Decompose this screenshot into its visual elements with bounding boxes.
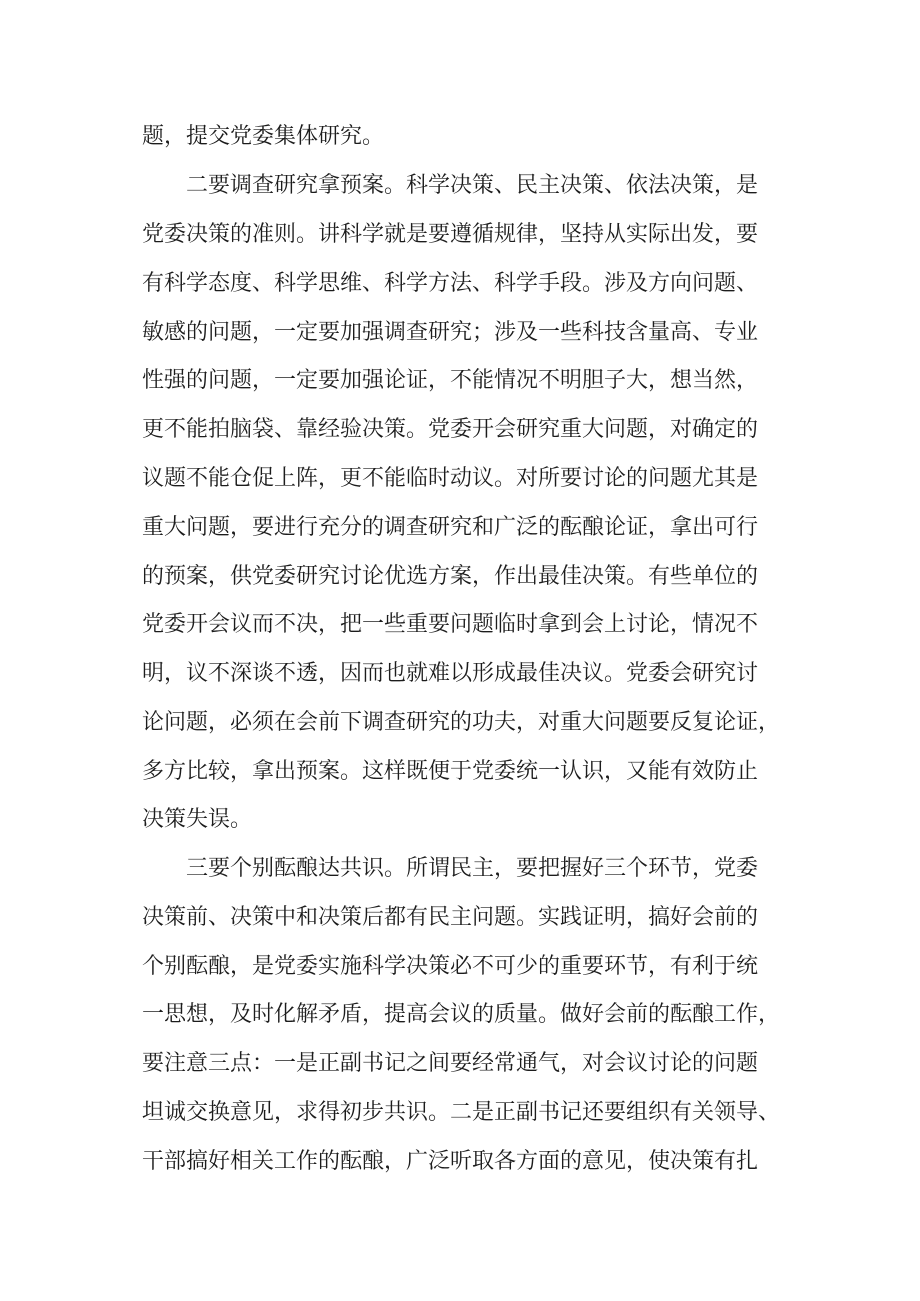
- text-line: 敏感的问题，一定要加强调查研究；涉及一些科技含量高、专业: [142, 320, 759, 345]
- text-line: 党委开会议而不决，把一些重要问题临时拿到会上讨论，情况不: [142, 612, 759, 637]
- paragraph-3-first-line: 三要个别酝酿达共识。所谓民主，要把握好三个环节，党委: [186, 856, 759, 881]
- text-line: 一思想，及时化解矛盾，提高会议的质量。做好会前的酝酿工作，: [142, 1002, 781, 1027]
- text-line: 决策失误。: [142, 807, 253, 832]
- text-line: 论问题，必须在会前下调查研究的功夫，对重大问题要反复论证，: [142, 710, 781, 735]
- text-line: 明，议不深谈不透，因而也就难以形成最佳决议。党委会研究讨: [142, 661, 759, 686]
- text-line: 干部搞好相关工作的酝酿，广泛听取各方面的意见，使决策有扎: [142, 1149, 759, 1174]
- text-line: 的预案，供党委研究讨论优选方案，作出最佳决策。有些单位的: [142, 564, 759, 589]
- text-line: 要注意三点：一是正副书记之间要经常通气，对会议讨论的问题: [142, 1051, 759, 1076]
- text-line: 党委决策的准则。讲科学就是要遵循规律，坚持从实际出发，要: [142, 222, 759, 247]
- text-line: 重大问题，要进行充分的调查研究和广泛的酝酿论证，拿出可行: [142, 515, 759, 540]
- text-line: 议题不能仓促上阵，更不能临时动议。对所要讨论的问题尤其是: [142, 466, 759, 491]
- text-line: 性强的问题，一定要加强论证，不能情况不明胆子大，想当然，: [142, 368, 759, 393]
- text-line: 多方比较，拿出预案。这样既便于党委统一认识，又能有效防止: [142, 759, 759, 784]
- paragraph-2-first-line: 二要调查研究拿预案。科学决策、民主决策、依法决策，是: [186, 173, 759, 198]
- text-line: 有科学态度、科学思维、科学方法、科学手段。涉及方向问题、: [142, 271, 759, 296]
- text-line: 决策前、决策中和决策后都有民主问题。实践证明，搞好会前的: [142, 905, 759, 930]
- text-line: 个别酝酿，是党委实施科学决策必不可少的重要环节，有利于统: [142, 954, 759, 979]
- text-line: 题，提交党委集体研究。: [142, 124, 385, 149]
- text-line: 坦诚交换意见，求得初步共识。二是正副书记还要组织有关领导、: [142, 1100, 781, 1125]
- text-line: 更不能拍脑袋、靠经验决策。党委开会研究重大问题，对确定的: [142, 417, 759, 442]
